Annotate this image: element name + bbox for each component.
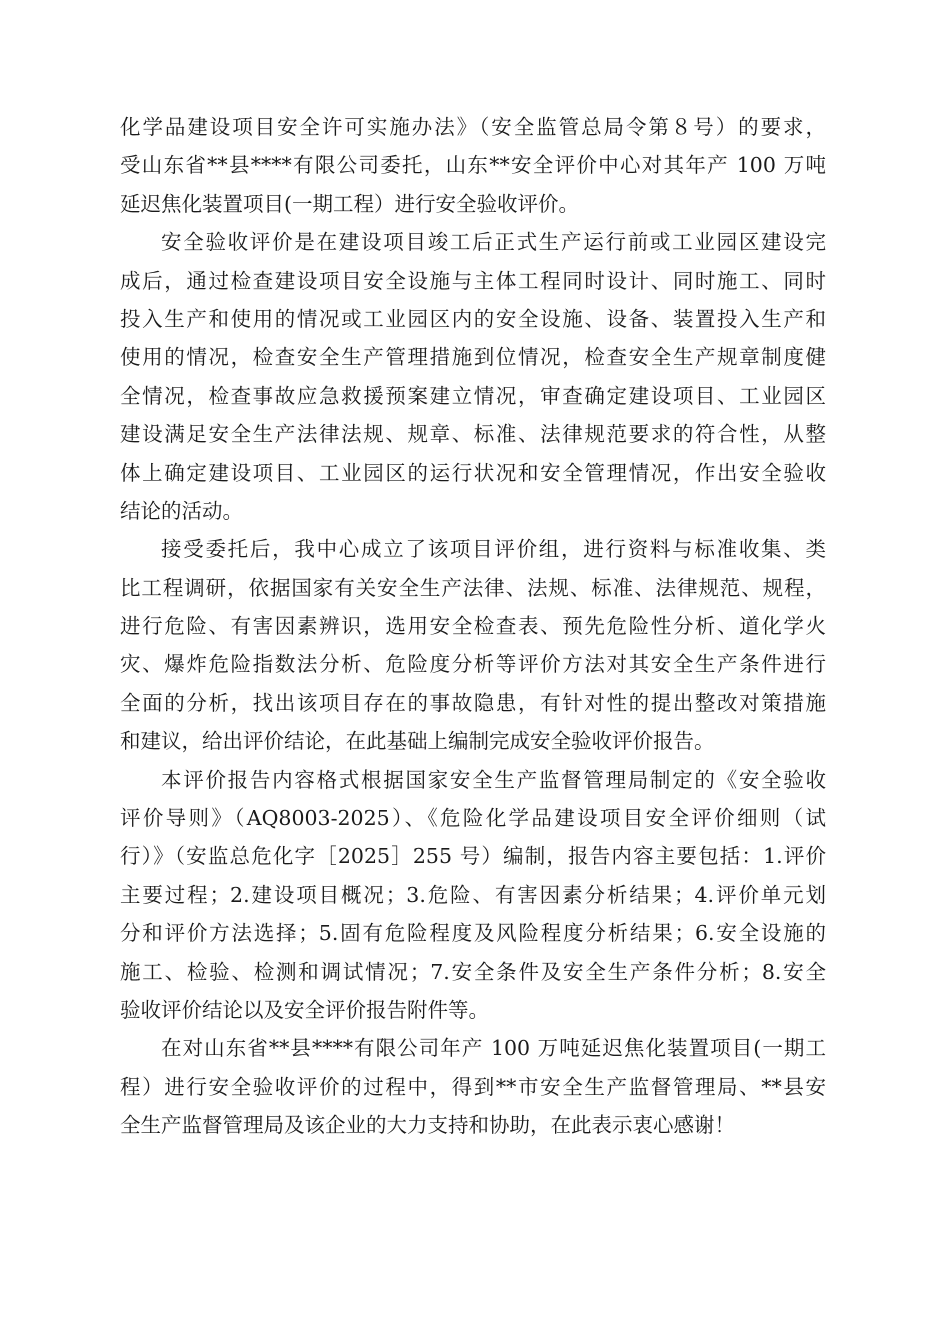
text-line: 施工、检验、检测和调试情况；7.安全条件及安全生产条件分析；8.安全 (120, 959, 826, 984)
text-line: 验收评价结论以及安全评价报告附件等。 (120, 997, 489, 1022)
text-line: 在对山东省**县****有限公司年产 100 万吨延迟焦化装置项目(一期工 (161, 1036, 826, 1061)
text-line: 全情况，检查事故应急救援预案建立情况，审查确定建设项目、工业园区 (120, 383, 826, 408)
text-line: 使用的情况，检查安全生产管理措施到位情况，检查安全生产规章制度健 (120, 345, 826, 370)
text-line: 接受委托后，我中心成立了该项目评价组，进行资料与标准收集、类 (161, 537, 826, 562)
text-line: 结论的活动。 (120, 498, 243, 523)
text-line: 进行危险、有害因素辨识，选用安全检查表、预先危险性分析、道化学火 (120, 614, 826, 639)
document-body (120, 108, 826, 1145)
text-line: 比工程调研，依据国家有关安全生产法律、法规、标准、法律规范、规程， (120, 575, 826, 600)
text-line: 灾、爆炸危险指数法分析、危险度分析等评价方法对其安全生产条件进行 (120, 652, 826, 677)
text-line: 体上确定建设项目、工业园区的运行状况和安全管理情况，作出安全验收 (120, 460, 826, 485)
text-line: 全面的分析，找出该项目存在的事故隐患，有针对性的提出整改对策措施 (120, 690, 826, 715)
paragraph-2 (120, 223, 826, 530)
text-line: 建设满足安全生产法律法规、规章、标准、法律规范要求的符合性，从整 (120, 422, 826, 447)
paragraph-1 (120, 108, 826, 223)
paragraph-3 (120, 530, 826, 760)
paragraph-4 (120, 761, 826, 1030)
text-line: 受山东省**县****有限公司委托，山东**安全评价中心对其年产 100 万吨 (120, 153, 826, 178)
text-line: 延迟焦化装置项目(一期工程）进行安全验收评价。 (120, 191, 579, 216)
text-line: 本评价报告内容格式根据国家安全生产监督管理局制定的《安全验收 (161, 767, 826, 792)
text-line: 程）进行安全验收评价的过程中，得到**市安全生产监督管理局、**县安 (120, 1074, 826, 1099)
text-line: 主要过程；2.建设项目概况；3.危险、有害因素分析结果；4.评价单元划 (120, 882, 826, 907)
text-line: 全生产监督管理局及该企业的大力支持和协助，在此表示衷心感谢！ (120, 1113, 735, 1138)
text-line: 化学品建设项目安全许可实施办法》（安全监管总局令第８号）的要求， (120, 115, 826, 139)
paragraph-5 (120, 1029, 826, 1144)
text-line: 和建议，给出评价结论，在此基础上编制完成安全验收评价报告。 (120, 729, 715, 754)
text-line: 投入生产和使用的情况或工业园区内的安全设施、设备、装置投入生产和 (120, 306, 826, 331)
text-line: 成后，通过检查建设项目安全设施与主体工程同时设计、同时施工、同时 (120, 268, 826, 293)
text-line: 安全验收评价是在建设项目竣工后正式生产运行前或工业园区建设完 (161, 230, 826, 255)
text-line: 分和评价方法选择；5.固有危险程度及风险程度分析结果；6.安全设施的 (120, 921, 826, 946)
text-line: 评价导则》（AQ8003-2025）、《危险化学品建设项目安全评价细则（试 (120, 806, 826, 831)
text-line: 行）》（安监总危化字［2025］255 号）编制，报告内容主要包括：1.评价 (120, 844, 826, 869)
